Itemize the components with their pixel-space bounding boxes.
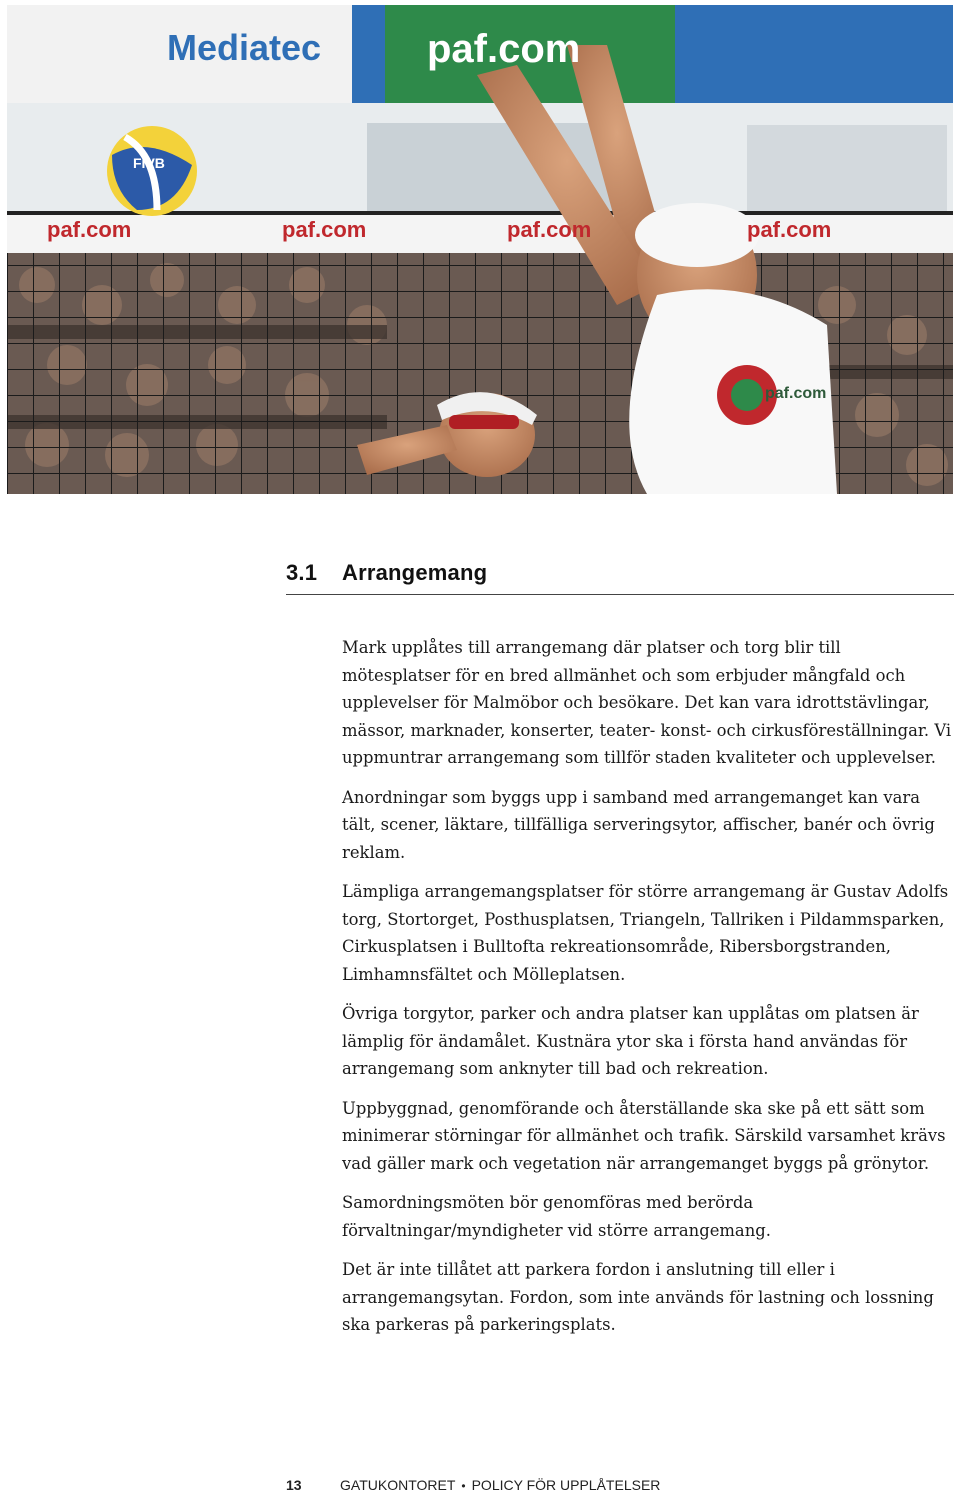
paragraph-3: Lämpliga arrangemangsplatser för större arrangemang är Gustav Adolfs torg, Stortorget, Posthusplatsen, Triangeln, Tallriken i Pildammsparken, Cirkusplatsen i Bulltofta rekreationsområde, Ribersborgstranden, Limhamnsfältet och Mölleplatsen. (342, 882, 949, 984)
body-text (342, 634, 954, 1351)
paragraph-4: Övriga torgytor, parker och andra platser kan upplåtas om platsen är lämplig för ändamålet. Kustnära ytor ska i första hand användas för arrangemang som anknyter till bad och rekreation. (342, 1004, 919, 1078)
footer-document-title: POLICY FÖR UPPLÅTELSER (471, 1477, 661, 1493)
section-number: 3.1 (286, 560, 318, 585)
net-brand-3: paf.com (507, 217, 592, 242)
footer-separator: • (461, 1479, 466, 1493)
paragraph-7: Det är inte tillåtet att parkera fordon i anslutning till eller i arrangemangsytan. Fordon, som inte används för lastning och lossning ska parkeras på parkeringsplats. (342, 1260, 934, 1334)
paragraph-5: Uppbyggnad, genomförande och återställande ska ske på ett sätt som minimerar störningar för allmänhet och trafik. Särskild varsamhet krävs vad gäller mark och vegetation när arrangemanget byggs på grönytor. (342, 1098, 946, 1173)
section-heading (286, 560, 954, 595)
page-number: 13 (286, 1477, 302, 1493)
photo-illustration (7, 5, 953, 494)
page-footer (286, 1477, 660, 1493)
net-brand-2: paf.com (282, 217, 367, 242)
banner-brand-paf: paf.com (427, 27, 581, 71)
footer-department: GATUKONTORET (340, 1477, 456, 1493)
section-title: Arrangemang (342, 560, 488, 585)
banner-brand-mediatec: Mediatec (167, 27, 322, 68)
paragraph-2: Anordningar som byggs upp i samband med arrangemanget kan vara tält, scener, läktare, tillfälliga serveringsytor, affischer, banér och övrig reklam. (342, 787, 935, 862)
net-brand-4: paf.com (747, 217, 832, 242)
volleyball (107, 126, 197, 216)
paragraph-6: Samordningsmöten bör genomföras med berörda förvaltningar/myndigheter vid större arrangemang. (342, 1193, 771, 1240)
ball-logo: FIVB (133, 155, 165, 171)
beach-volleyball-photo (7, 5, 953, 494)
shirt-logo: paf.com (765, 385, 827, 402)
net-brand-1: paf.com (47, 217, 132, 242)
paragraph-1: Mark upplåtes till arrangemang där platser och torg blir till mötesplatser för en bred allmänhet och som erbjuder mångfald och upplevelser för Malmöbor och besökare. Det kan vara idrottstävlingar, mässor, marknader, konserter, teater- konst- och cirkusföreställningar. Vi uppmuntrar arrangemang som tillför staden kvaliteter och upplevelser. (342, 638, 952, 767)
